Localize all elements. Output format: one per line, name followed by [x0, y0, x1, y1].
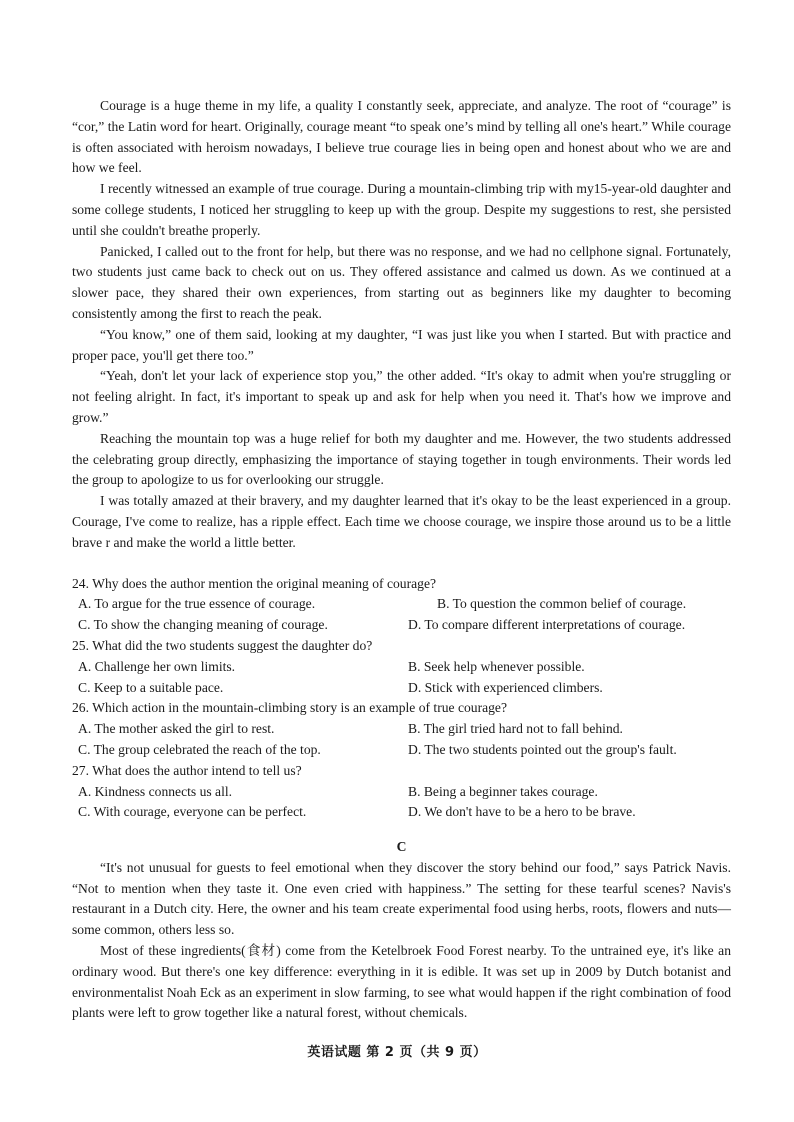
exam-page	[72, 96, 731, 1024]
question-stem: 25. What did the two students suggest the daughter do?	[72, 637, 373, 653]
option-c: C. To show the changing meaning of courage.	[78, 617, 328, 633]
paragraph: Courage is a huge theme in my life, a quality I constantly seek, appreciate, and analyze. The root of “courage” is “cor,” the Latin word for heart. Originally, courage meant “to speak one’s mind by telling all one's heart.” While courage is often associated with heroism nowadays, I believe true courage lies in being open and honest about who we are and how we feel.	[72, 98, 731, 176]
option-d: D. Stick with experienced climbers.	[408, 679, 603, 695]
paragraph: “It's not unusual for guests to feel emotional when they discover the story behind our food,” says Patrick Navis. “Not to mention when they taste it. One even cried with happiness.” The setting for these tearful scenes? Navis's restaurant in a Dutch city. Here, the owner and his team create experimental food using herbs, roots, flowers and nuts—some common, others less so.	[72, 859, 731, 938]
option-c: C. The group celebrated the reach of the top.	[78, 741, 321, 757]
option-d: D. We don't have to be a hero to be brave.	[408, 804, 636, 820]
option-d: D. To compare different interpretations of courage.	[408, 617, 686, 633]
question-25	[72, 636, 731, 698]
option-c: C. Keep to a suitable pace.	[78, 679, 224, 695]
question-stem: 26. Which action in the mountain-climbing story is an example of true courage?	[72, 700, 507, 716]
paragraph: Panicked, I called out to the front for help, but there was no response, and we had no cellphone signal. Fortunately, two students just came back to check out on us. They offered assistance and calmed us down. As we continued at a slower pace, they shared their own experiences, from starting out as beginners like my daughter to becoming consistently among the first to reach the peak.	[72, 243, 731, 321]
option-a: A. To argue for the true essence of courage.	[78, 596, 316, 612]
option-b: B. Seek help whenever possible.	[408, 658, 585, 674]
option-c: C. With courage, everyone can be perfect.	[78, 804, 307, 820]
question-26	[72, 698, 731, 760]
option-b: B. The girl tried hard not to fall behind.	[408, 721, 623, 737]
paragraph: I recently witnessed an example of true courage. During a mountain-climbing trip with my15-year-old daughter and some college students, I noticed her struggling to keep up with the group. Despite my suggestions to rest, she persisted until she couldn't breathe properly.	[72, 181, 731, 238]
option-a: A. The mother asked the girl to rest.	[78, 721, 275, 737]
paragraph: I was totally amazed at their bravery, and my daughter learned that it's okay to be the least experienced in a group. Courage, I've come to realize, has a ripple effect. Each time we choose courage, we inspire those around us to be a little brave r and make the world a little better.	[72, 493, 731, 550]
option-b: B. Being a beginner takes courage.	[408, 783, 598, 799]
paragraph: Most of these ingredients(食材) come from the Ketelbroek Food Forest nearby. To the untrained eye, it's like an ordinary wood. But there's one key difference: everything in it is edible. It was set up in 2009 by Dutch botanist and environmentalist Noah Eck as an experiment in slow farming, to see what would happen if the right combination of food plants were left to grow together like a natural forest, without chemicals.	[72, 943, 731, 1021]
question-27	[72, 761, 731, 823]
paragraph: “You know,” one of them said, looking at my daughter, “I was just like you when I started. But with practice and proper pace, you'll get there too.”	[72, 326, 731, 363]
passage-b	[72, 96, 731, 554]
option-d: D. The two students pointed out the group's fault.	[408, 741, 677, 757]
section-c-title: C	[396, 839, 407, 855]
paragraph: Reaching the mountain top was a huge relief for both my daughter and me. However, the two students addressed the celebrating group directly, emphasizing the importance of staying together in tough environments. Their words led the group to apologize to us for overlooking our struggle.	[72, 430, 731, 488]
passage-c	[72, 858, 731, 1024]
option-b: B. To question the common belief of courage.	[437, 596, 687, 612]
question-24	[72, 574, 731, 636]
option-a: A. Challenge her own limits.	[78, 658, 236, 674]
page-footer: 英语试题 第 2 页（共 9 页）	[307, 1045, 487, 1060]
questions	[72, 574, 731, 824]
question-stem: 24. Why does the author mention the original meaning of courage?	[72, 575, 437, 591]
paragraph: “Yeah, don't let your lack of experience stop you,” the other added. “It's okay to admit when you're struggling or not feeling alright. In fact, it's important to speak up and ask for help when you need it. That's how we improve and grow.”	[72, 368, 731, 425]
question-stem: 27. What does the author intend to tell us?	[72, 762, 302, 778]
option-a: A. Kindness connects us all.	[78, 783, 233, 799]
